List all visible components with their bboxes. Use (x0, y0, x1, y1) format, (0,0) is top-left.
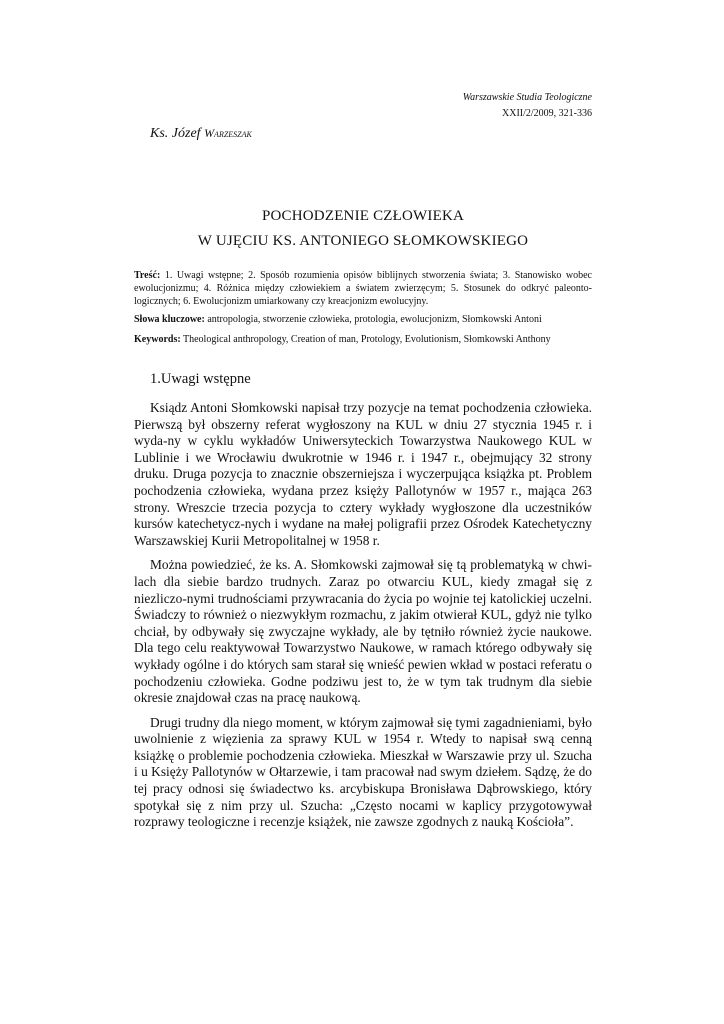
abstract-block (134, 269, 592, 353)
keywords-en-label: Keywords: (134, 334, 181, 345)
journal-name: Warszawskie Studia Teologiczne (462, 92, 592, 103)
title-line-1: POCHODZENIE CZŁOWIEKA (261, 208, 465, 224)
journal-issue: XXII/2/2009, 321-336 (502, 108, 592, 119)
keywords-pl-text: antropologia, stworzenie człowieka, protologia, ewolucjonizm, Słomkowski Antoni (207, 314, 542, 325)
keywords-en-text: Theological anthropology, Creation of man, Protology, Evolutionism, Słomkowski Anthony (183, 334, 551, 345)
keywords-pl-paragraph (134, 313, 592, 326)
body-paragraph: Ksiądz Antoni Słomkowski napisał trzy pozycje na temat pochodzenia człowieka. Pierwszą był obszerny referat wygłoszony na KUL w dniu 27 stycznia 1945 r. i wyda-ny w cyklu wykładów Uniwersyteckich Towarzystwa Naukowego KUL w Lublinie i we Wrocławiu dwukrotnie w 1946 r. i 1947 r., obejmujący 32 strony druku. Druga pozycja to znacznie obszerniejsza i wyczerpująca książka pt. Problem pochodzenia człowieka, wydana przez księży Pallotynów w 1957 r., mająca 263 strony. Wreszcie trzecia pozycja to cztery wykłady wygłoszone dla uczestników kursów katechetycz-nych i wydane na małej poligrafii przez Ośrodek Katechetyczny Warszawskiej Kurii Metropolitalnej w 1958 r. (134, 400, 592, 548)
contents-text: 1. Uwagi wstępne; 2. Sposób rozumienia opisów biblijnych stworzenia świata; 3. Stanowisko wobec ewolucjonizmu; 4. Różnica między człowiekiem a światem zwierzęcym; 5. Stosunek do odkryć paleonto-logicznych; 6. Ewolucjonizm umiarkowany czy kreacjonizm ewolucyjny. (134, 270, 592, 307)
body-paragraph: Można powiedzieć, że ks. A. Słomkowski zajmował się tą problematyką w chwi-lach dla siebie bardzo trudnych. Zaraz po otwarciu KUL, kiedy zmagał się z niezliczo-nymi trudnościami przywracania do życia po wojnie tej katolickiej uczelni. Świadczy to również o niezwykłym rozmachu, z jakim otwierał KUL, gdyż nie tylko chciał, by odbywały się zwyczajne wykłady, ale by tętniło również życie naukowe. Dla tego celu reaktywował Towarzystwo Naukowe, w ramach którego odbywały się wykłady ogólne i do których sam starał się wnieść pewien wkład w postaci referatu o pochodzeniu człowieka. Godne podziwu jest to, że w tym tak trudnym dla siebie okresie znajdował czas na pracę naukową. (134, 557, 592, 706)
author-surname: Warzeszak (204, 126, 252, 140)
article-title (134, 204, 592, 254)
contents-paragraph (134, 269, 592, 308)
author-line (150, 124, 252, 143)
contents-label: Treść: (134, 270, 161, 281)
section-heading: 1.Uwagi wstępne (150, 371, 251, 387)
author-prefix: Ks. Józef (150, 126, 201, 141)
body-paragraph: Drugi trudny dla niego moment, w którym zajmował się tymi zagadnieniami, było uwolnienie z więzienia za sprawy KUL w 1954 r. Wtedy to napisał swą cenną książkę o problemie pochodzenia człowieka. Mieszkał w Warszawie przy ul. Szucha i u Księży Pallotynów w Ołtarzewie, i tam pracował nad swym dziełem. Sądzę, że do tej pracy odnosi się świadectwo ks. arcybiskupa Bronisława Dąbrowskiego, który spotykał się z nim przy ul. Szucha: „Często nocami w kaplicy przygotowywał rozprawy teologiczne i recenzje książek, nie zawsze zgodnych z nauką Kościoła”. (134, 714, 592, 830)
journal-header (463, 90, 592, 122)
title-line-2: W UJĘCIU KS. ANTONIEGO SŁOMKOWSKIEGO (197, 233, 529, 249)
keywords-pl-label: Słowa kluczowe: (134, 314, 205, 325)
body-text (134, 400, 592, 839)
keywords-en-paragraph (134, 333, 592, 346)
